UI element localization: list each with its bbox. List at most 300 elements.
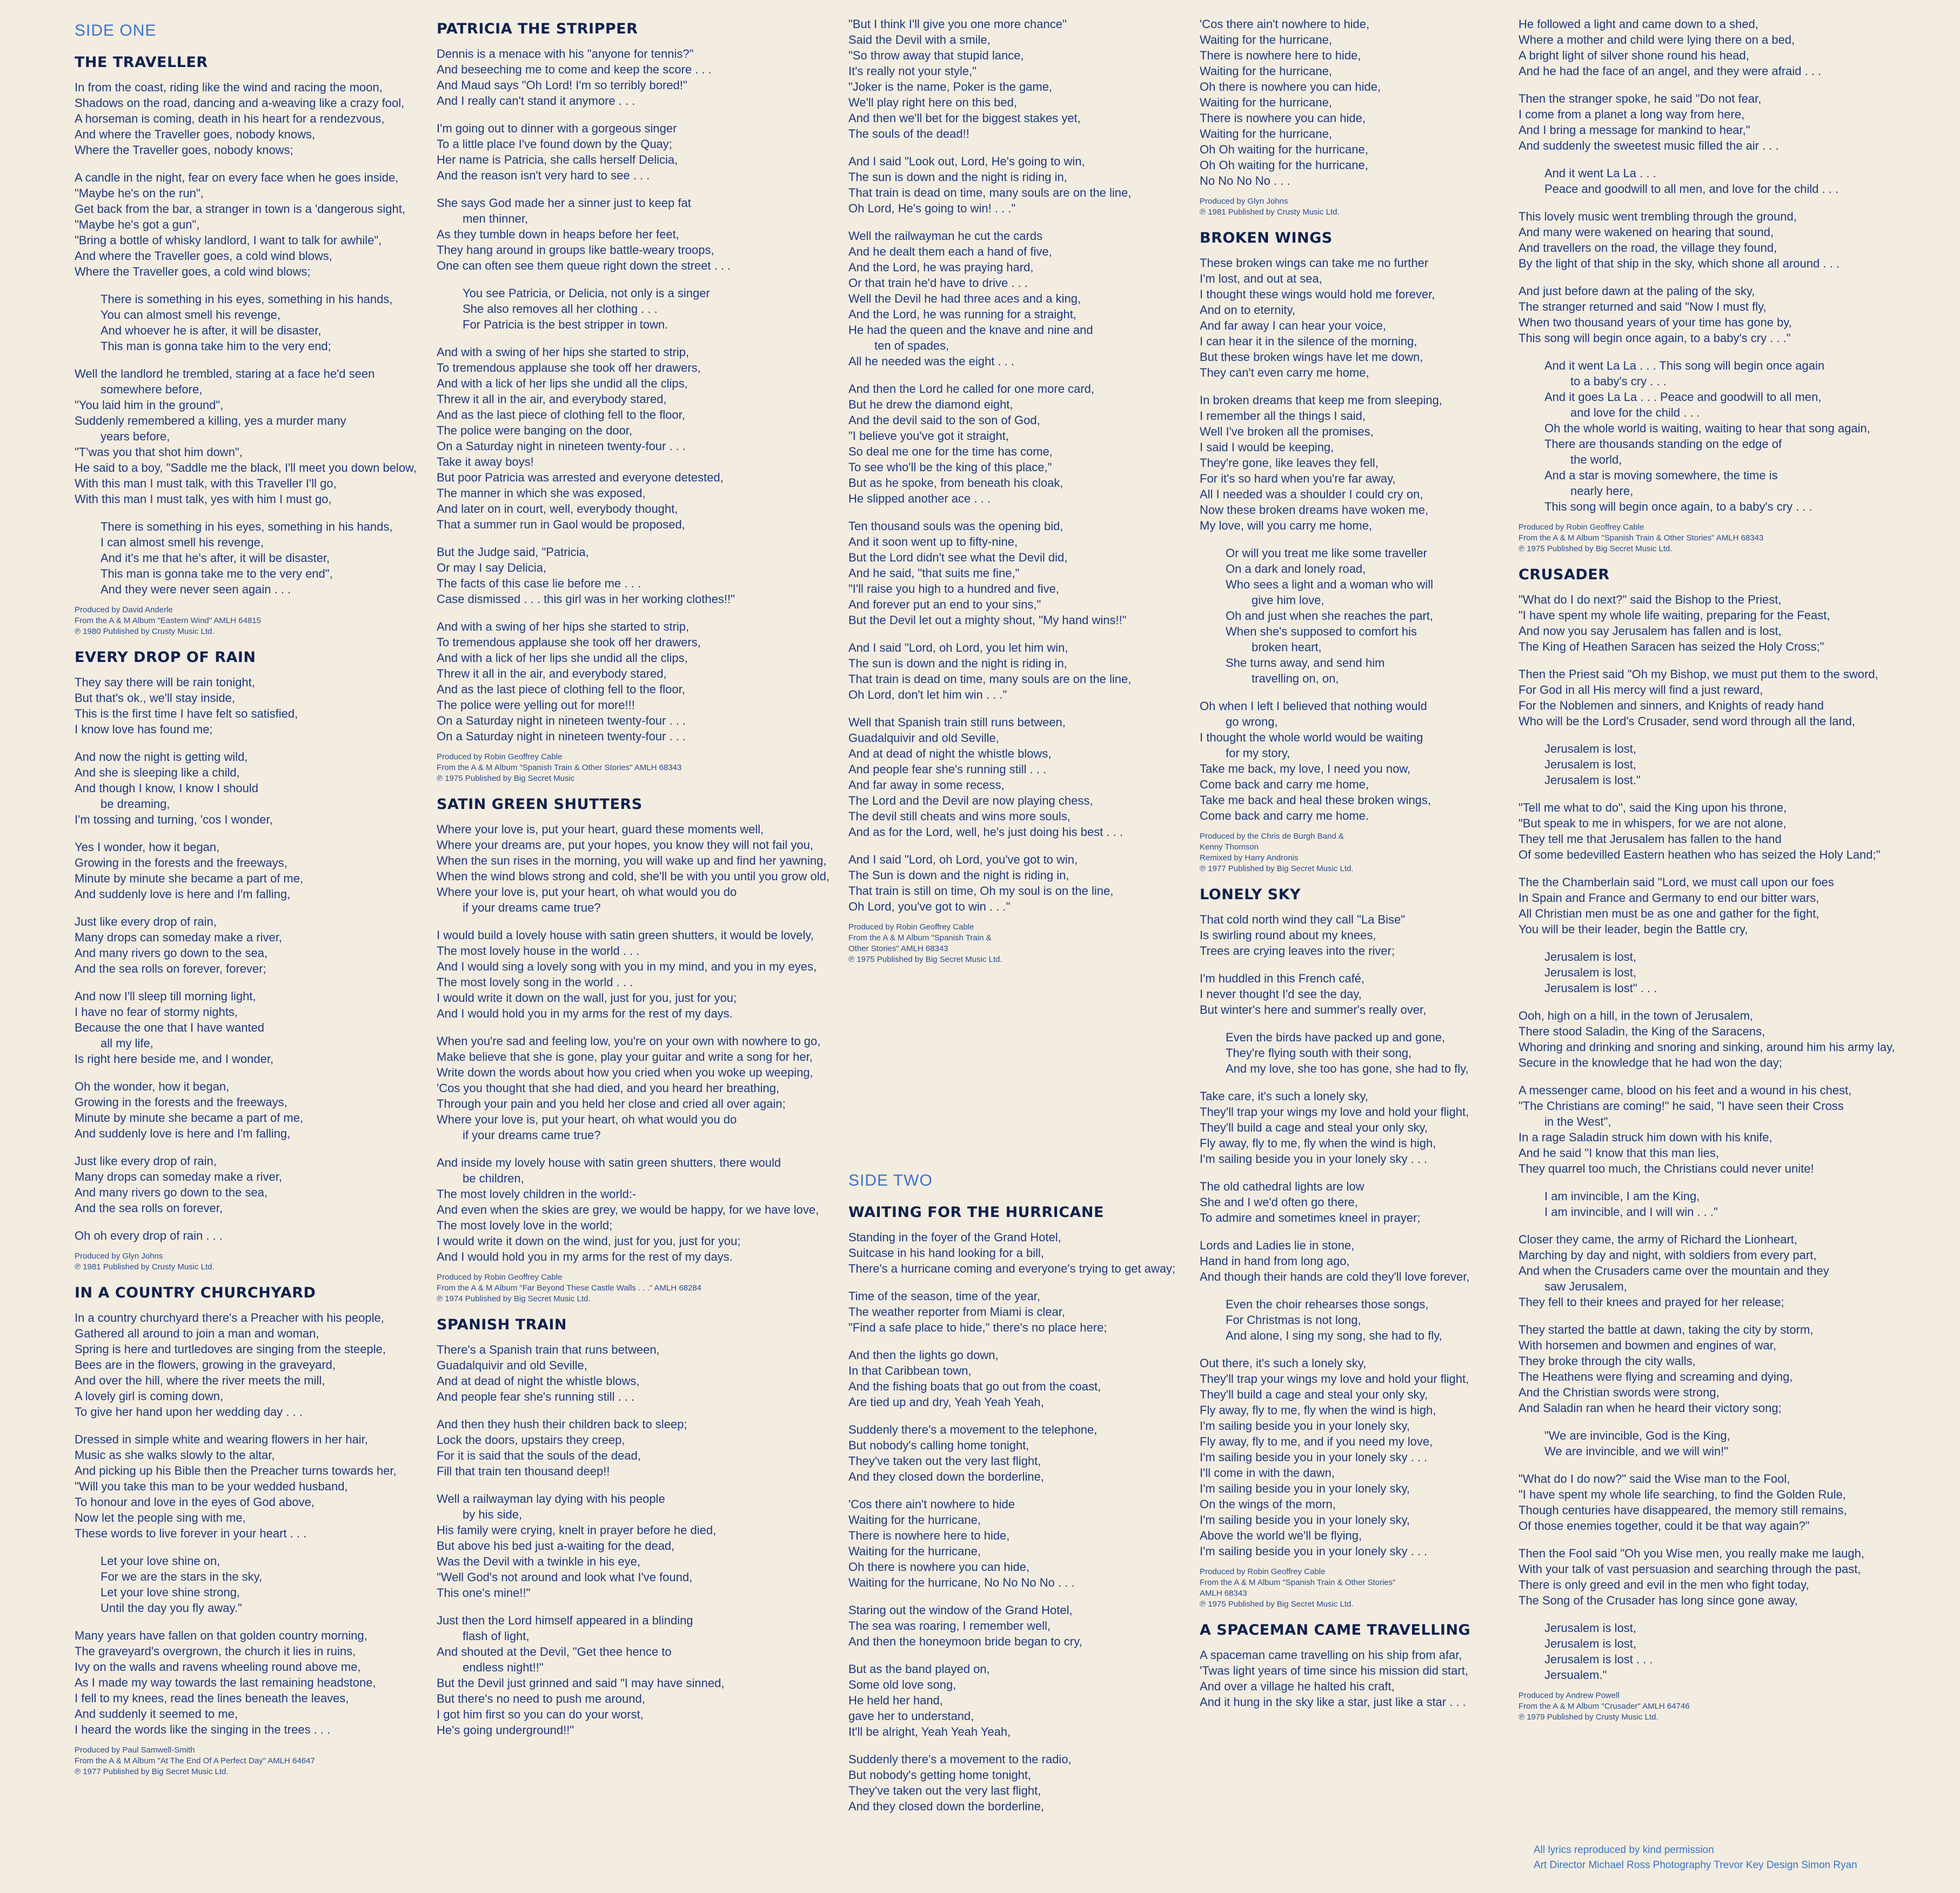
lyrics	[75, 1310, 447, 1737]
lyric-line: And with a swing of her hips she started to strip,	[437, 345, 690, 359]
lyric-line: By the light of that ship in the sky, which shone all around . . .	[1519, 257, 1839, 270]
lyric-line: I'm sailing beside you in your lonely sky,	[1200, 1513, 1410, 1527]
stanza-break	[848, 216, 1221, 228]
lyrics	[1200, 912, 1573, 1559]
stanza-break	[437, 109, 810, 121]
lyric-line: This lovely music went trembling through the ground,	[1519, 210, 1797, 223]
stanza-break	[1200, 1018, 1573, 1029]
lyric-line: And it went La La . . .	[1544, 166, 1656, 180]
lyric-line: The police were banging on the door,	[437, 424, 633, 437]
production-credit	[1200, 831, 1573, 874]
lyric-line: Standing in the foyer of the Grand Hotel,	[848, 1230, 1061, 1244]
lyric-line: Bees are in the flowers, growing in the graveyard,	[75, 1358, 336, 1372]
song-block	[437, 21, 810, 784]
lyric-line: My love, will you carry me home,	[1200, 519, 1373, 532]
lyric-line: "What do I do next?" said the Bishop to the Priest,	[1519, 593, 1782, 606]
lyric-line: Growing in the forests and the freeways,	[75, 856, 287, 869]
stanza-break	[437, 1143, 810, 1155]
lyric-line: And they closed down the borderline,	[848, 1800, 1045, 1813]
stanza-break	[1519, 1071, 1891, 1082]
lyric-line: saw Jerusalem,	[1544, 1280, 1627, 1293]
lyric-line: And then the honeymoon bride began to cry,	[848, 1635, 1082, 1648]
lyric-line: This one's mine!!"	[437, 1586, 531, 1600]
lyric-line: Just like every drop of rain,	[75, 1154, 217, 1168]
lyric-line: Minute by minute she became a part of me,	[75, 872, 304, 885]
lyric-line: Come back and carry me home,	[1200, 778, 1369, 791]
lyric-line: They'll build a cage and steal your only sky,	[1200, 1121, 1428, 1134]
lyric-line: Dressed in simple white and wearing flowers in her hair,	[75, 1433, 368, 1446]
stanza-break	[1519, 1416, 1891, 1428]
lyric-line: And where the Traveller goes, nobody knows,	[75, 128, 316, 141]
lyric-line: To tremendous applause she took off her drawers,	[437, 361, 701, 374]
lyric-line: With horsemen and bowmen and engines of war,	[1519, 1339, 1776, 1352]
lyric-line: Jerusalem is lost . . .	[1544, 1653, 1653, 1666]
lyric-line: Where the Traveller goes, a cold wind blows;	[75, 265, 311, 278]
lyric-line: And at dead of night the whistle blows,	[848, 747, 1052, 760]
lyric-line: To a little place I've found down by the Quay;	[437, 137, 672, 151]
lyric-line: It'll be alright, Yeah Yeah Yeah,	[848, 1725, 1011, 1738]
lyric-line: "But speak to me in whispers, for we are not alone,	[1519, 817, 1787, 830]
lyric-line: They've taken out the very last flight,	[848, 1454, 1041, 1468]
lyric-line: Waiting for the hurricane, No No No No . . .	[848, 1576, 1075, 1589]
production-credit	[848, 922, 1221, 965]
lyric-line: Where a mother and child were lying there on a bed,	[1519, 33, 1795, 46]
production-credit	[75, 605, 447, 637]
stanza-break	[75, 737, 447, 749]
lyric-line: And the Christian swords were strong,	[1519, 1386, 1720, 1399]
lyric-line: flash of light,	[463, 1629, 530, 1643]
lyric-line: Closer they came, the army of Richard the Lionheart,	[1519, 1233, 1798, 1246]
lyrics	[1519, 16, 1891, 514]
lyric-line: And people fear she's running still . . .	[848, 762, 1047, 776]
stanza-break	[1519, 937, 1891, 949]
lyric-line: Shadows on the road, dancing and a-weaving like a crazy fool,	[75, 96, 405, 110]
permission-note: All lyrics reproduced by kind permission	[1534, 1844, 1714, 1856]
lyric-line: And the reason isn't very hard to see . . .	[437, 169, 650, 182]
stanza-break	[1200, 1226, 1573, 1238]
credit-line: Produced by Andrew Powell	[1519, 1691, 1620, 1700]
lyric-line: Time of the season, time of the year,	[848, 1289, 1041, 1303]
credit-line: From the A & M Album "Spanish Train &	[848, 933, 992, 942]
lyric-line: They'll trap your wings my love and hold your flight,	[1200, 1372, 1469, 1386]
lyric-line: And the sea rolls on forever, forever;	[75, 962, 266, 975]
lyric-line: He said to a boy, "Saddle me the black, I'll meet you down below,	[75, 461, 417, 474]
lyric-line: Gathered all around to join a man and woman,	[75, 1327, 319, 1340]
lyric-line: Oh there is nowhere you can hide,	[1200, 80, 1381, 93]
lyric-line: Where your dreams are, put your hopes, you know they will not fail you,	[437, 838, 814, 852]
lyric-line: Jerusalem is lost,	[1544, 1637, 1636, 1650]
stanza-break	[848, 506, 1221, 518]
lyric-line: "Maybe he's on the run",	[75, 186, 204, 200]
lyric-line: You will be their leader, begin the Battle cry,	[1519, 922, 1748, 936]
lyric-line: And even when the skies are grey, we would be happy, for we have love,	[437, 1203, 819, 1216]
lyric-line: All I needed was a shoulder I could cry on,	[1200, 487, 1423, 501]
lyric-line: I remember all the things I said,	[1200, 409, 1366, 423]
stanza-break	[1519, 79, 1891, 91]
column-3	[848, 16, 1221, 1826]
lyric-line: There is nowhere here to hide,	[1200, 49, 1361, 62]
lyric-line: men thinner,	[463, 212, 529, 225]
stanza-break	[848, 1649, 1221, 1661]
lyric-line: I'm tossing and turning, 'cos I wonder,	[75, 813, 273, 826]
lyric-line: the world,	[1570, 453, 1622, 466]
lyric-line: Of those enemies together, could it be that way again?"	[1519, 1519, 1810, 1533]
lyric-line: A lovely girl is coming down,	[75, 1389, 224, 1403]
lyric-line: Guadalquivir and old Seville,	[437, 1359, 587, 1372]
lyric-line: all my life,	[101, 1036, 153, 1050]
lyric-line: I'm sailing beside you in your lonely sky . . .	[1200, 1152, 1428, 1166]
lyric-line: I thought these wings would hold me forever,	[1200, 287, 1435, 301]
lyric-line: And where the Traveller goes, a cold wind blows,	[75, 249, 332, 263]
lyric-line: And though I know, I know I should	[75, 781, 259, 795]
lyric-line: Get back from the bar, a stranger in town is a 'dangerous sight,	[75, 202, 405, 216]
lyric-line: I know love has found me;	[75, 723, 213, 736]
lyric-line: There is something in his eyes, something in his hands,	[101, 520, 393, 533]
lyric-line: Growing in the forests and the freeways,	[75, 1095, 287, 1109]
lyric-line: Now these broken dreams have woken me,	[1200, 503, 1429, 517]
lyrics	[1200, 16, 1573, 189]
lyric-line: These words to live forever in your heart . . .	[75, 1527, 307, 1540]
lyric-line: I thought the whole world would be waiting	[1200, 731, 1423, 744]
lyric-line: And beseeching me to come and keep the score . . .	[437, 63, 712, 76]
lyrics	[75, 674, 447, 1243]
lyric-line: somewhere before,	[101, 383, 203, 396]
lyric-line: Above the world we'll be flying,	[1200, 1529, 1362, 1542]
lyric-line: There is nowhere you can hide,	[1200, 111, 1366, 125]
lyric-line: But the Devil let out a mighty shout, "My hand wins!!"	[848, 613, 1127, 627]
lyric-line: And a star is moving somewhere, the time is	[1544, 469, 1778, 482]
credit-line: Produced by Robin Geoffrey Cable	[1200, 1567, 1326, 1576]
lyric-line: Suddenly there's a movement to the telephone,	[848, 1423, 1098, 1436]
song-block	[848, 1204, 1221, 1814]
column-2	[437, 16, 830, 1750]
lyric-line: I fell to my knees, read the lines beneath the leaves,	[75, 1691, 349, 1705]
stanza-break	[437, 1479, 810, 1491]
lyric-line: Waiting for the hurricane,	[1200, 33, 1332, 46]
song-block	[1200, 886, 1573, 1610]
lyric-line: Suitcase in his hand looking for a bill,	[848, 1246, 1044, 1260]
lyric-line: The Heathens were flying and screaming and dying,	[1519, 1370, 1793, 1383]
lyric-line: Waiting for the hurricane,	[848, 1513, 981, 1527]
lyric-line: That train is still on time, Oh my soul is on the line,	[848, 884, 1114, 898]
lyric-line: When two thousand years of your time has gone by,	[1519, 316, 1792, 329]
lyric-line: travelling on, on,	[1252, 672, 1339, 685]
lyric-line: Many years have fallen on that golden country morning,	[75, 1629, 367, 1642]
stanza-break	[75, 1067, 447, 1079]
lyric-line: They hang around in groups like battle-weary troops,	[437, 243, 714, 257]
lyric-line: Well I've broken all the promises,	[1200, 425, 1374, 438]
lyric-line: Out there, it's such a lonely sky,	[1200, 1356, 1367, 1370]
lyric-line: They tell me that Jerusalem has fallen to the hand	[1519, 832, 1782, 846]
lyric-line: Is swirling round about my knees,	[1200, 928, 1376, 942]
lyric-line: "T'was you that shot him down",	[75, 445, 243, 459]
lyric-line: Ten thousand souls was the opening bid,	[848, 519, 1063, 533]
lyric-line: I'm lost, and out at sea,	[1200, 272, 1322, 285]
lyric-line: As they tumble down in heaps before her feet,	[437, 228, 679, 241]
lyric-line: "Joker is the name, Poker is the game,	[848, 80, 1053, 93]
lyric-line: The King of Heathen Saracen has seized the Holy Cross;"	[1519, 640, 1824, 653]
lyric-line: They quarrel too much, the Christians could never unite!	[1519, 1162, 1814, 1175]
lyric-line: Jerusalem is lost."	[1544, 773, 1641, 787]
stanza-break	[437, 332, 810, 344]
lyric-line: To honour and love in the eyes of God above,	[75, 1495, 315, 1509]
lyric-line: Who sees a light and a woman who will	[1226, 578, 1433, 591]
lyric-line: She says God made her a sinner just to keep fat	[437, 196, 691, 210]
song-title: PATRICIA THE STRIPPER	[437, 21, 638, 37]
lyric-line: So deal me one for the time has come,	[848, 445, 1053, 458]
production-credit	[437, 752, 810, 784]
lyric-line: Is right here beside me, and I wonder,	[75, 1052, 274, 1066]
lyric-line: Let your love shine strong,	[101, 1586, 240, 1599]
lyric-line: And inside my lovely house with satin green shutters, there would	[437, 1156, 781, 1169]
lyric-line: Waiting for the hurricane,	[1200, 96, 1332, 109]
lyric-line: I'll come in with the dawn,	[1200, 1466, 1335, 1480]
lyric-line: The Lord and the Devil are now playing chess,	[848, 794, 1093, 807]
lyric-line: Where your love is, put your heart, guard these moments well,	[437, 822, 764, 836]
lyric-line: "I have spent my whole life waiting, preparing for the Feast,	[1519, 608, 1830, 622]
production-credit	[1200, 196, 1573, 218]
lyrics	[437, 821, 830, 1265]
lyric-line: The police were yelling out for more!!!	[437, 698, 635, 712]
lyrics	[1200, 255, 1573, 824]
lyric-line: "The Christians are coming!" he said, "I have seen their Cross	[1519, 1099, 1844, 1113]
credit-line: ℗ 1975 Published by Big Secret Music	[437, 774, 575, 783]
lyric-line: And I really can't stand it anymore . . .	[437, 94, 636, 108]
lyric-line: Jerusalem is lost,	[1544, 758, 1636, 771]
lyric-line: Or may I say Delicia,	[437, 561, 546, 574]
lyric-line: This is the first time I have felt so satisfied,	[75, 707, 298, 720]
credit-line: Remixed by Harry Andronis	[1200, 853, 1299, 862]
stanza-break	[1519, 996, 1891, 1008]
lyric-line: The Song of the Crusader has long since gone away,	[1519, 1594, 1798, 1607]
stanza-break	[848, 369, 1221, 381]
lyric-line: in the West",	[1544, 1115, 1611, 1128]
lyric-line: But as he spoke, from beneath his cloak,	[848, 476, 1063, 490]
lyric-line: We are invincible, and we will win!"	[1544, 1444, 1728, 1458]
lyrics	[1200, 1647, 1573, 1710]
stanza-break	[437, 1404, 810, 1416]
stanza-break	[848, 840, 1221, 852]
lyrics	[848, 16, 1221, 914]
lyric-line: Waiting for the hurricane,	[848, 1544, 981, 1558]
song-block	[437, 796, 830, 1305]
lyric-line: Until the day you fly away."	[101, 1601, 242, 1615]
lyric-line: Where your love is, put your heart, oh what would you do	[437, 885, 737, 899]
lyric-line: And as for the Lord, well, he's just doing his best . . .	[848, 825, 1123, 839]
song-block	[75, 649, 447, 1273]
lyric-line: And far away I can hear your voice,	[1200, 319, 1386, 332]
stanza-break	[1519, 788, 1891, 800]
lyric-line: Fill that train ten thousand deep!!	[437, 1464, 610, 1478]
lyric-line: Who will be the Lord's Crusader, send word through all the land,	[1519, 714, 1855, 728]
stanza-break	[75, 279, 447, 291]
stanza-break	[848, 142, 1221, 153]
stanza-break	[848, 628, 1221, 640]
lyric-line: The devil still cheats and wins more souls,	[848, 810, 1071, 823]
lyric-line: I got him first so you can do your worst,	[437, 1708, 644, 1721]
stanza-break	[1519, 1534, 1891, 1546]
song-block	[1200, 1622, 1573, 1710]
lyric-line: Jersualem."	[1544, 1668, 1607, 1682]
lyric-line: And I would sing a lovely song with you in my mind, and you in my eyes,	[437, 960, 817, 973]
lyric-line: Though centuries have disappeared, the memory still remains,	[1519, 1503, 1847, 1517]
lyric-line: And over the hill, where the river meets the mill,	[75, 1374, 325, 1387]
stanza-break	[1519, 729, 1891, 741]
lyric-line: "You laid him in the ground",	[75, 398, 224, 412]
stanza-break	[1200, 686, 1573, 698]
lyric-line: The sea was roaring, I remember well,	[848, 1619, 1051, 1633]
lyric-line: And suddenly love is here and I'm falling,	[75, 887, 291, 901]
lyric-line: Of some bedevilled Eastern heathen who has seized the Holy Land;"	[1519, 848, 1881, 861]
lyric-line: For we are the stars in the sky,	[101, 1570, 263, 1583]
lyric-line: Come back and carry me home.	[1200, 809, 1369, 822]
lyric-line: Threw it all in the air, and everybody stared,	[437, 392, 667, 406]
stanza-break	[75, 827, 447, 839]
lyric-line: Well the Devil he had three aces and a king,	[848, 292, 1081, 305]
lyric-line: "Will you take this man to be your wedded husband,	[75, 1480, 348, 1493]
lyric-line: Hand in hand from long ago,	[1200, 1254, 1350, 1268]
lyric-line: But nobody's getting home tonight,	[848, 1768, 1032, 1782]
lyric-line: Through your pain and you held her close and cried all over again;	[437, 1097, 786, 1111]
lyric-line: nearly here,	[1570, 484, 1634, 498]
song-title: CRUSADER	[1519, 566, 1610, 583]
lyric-line: This man is gonna take him to the very end;	[101, 339, 331, 353]
lyric-line: And they were never seen again . . .	[101, 583, 291, 596]
credit-line: ℗ 1981 Published by Crusty Music Ltd.	[1200, 208, 1340, 217]
stanza-break	[75, 354, 447, 366]
lyric-line: His family were crying, knelt in prayer before he died,	[437, 1523, 717, 1537]
lyric-line: And he dealt them each a hand of five,	[848, 245, 1052, 258]
lyric-line: broken heart,	[1252, 640, 1322, 654]
lyric-line: "Maybe he's got a gun",	[75, 218, 200, 231]
lyric-line: But the Judge said, "Patricia,	[437, 545, 589, 559]
song-title: THE TRAVELLER	[75, 54, 208, 71]
lyric-line: Oh Lord, don't let him win . . ."	[848, 688, 1007, 701]
lyric-line: Threw it all in the air, and everybody stared,	[437, 667, 667, 680]
lyric-line: "We are invincible, God is the King,	[1544, 1429, 1730, 1442]
lyric-line: And the Lord, he was praying hard,	[848, 260, 1034, 274]
lyric-line: I'm sailing beside you in your lonely sky,	[1200, 1482, 1410, 1495]
stanza-break	[75, 1141, 447, 1153]
lyric-line: And travellers on the road, the village they found,	[1519, 241, 1777, 255]
stanza-break	[1200, 380, 1573, 392]
lyric-line: And it hung in the sky like a star, just like a star . . .	[1200, 1695, 1466, 1709]
lyric-line: There are thousands standing on the edge of	[1544, 437, 1782, 451]
lyric-line: Fly away, fly to me, fly when the wind is high,	[1200, 1136, 1436, 1150]
stanza-break	[437, 607, 810, 619]
lyric-line: And the devil said to the son of God,	[848, 413, 1040, 427]
lyric-line: It's really not your style,"	[848, 64, 976, 78]
stanza-break	[1519, 654, 1891, 666]
lyric-line: Was the Devil with a twinkle in his eye,	[437, 1555, 640, 1568]
lyric-line: For the Noblemen and sinners, and Knights of ready hand	[1519, 699, 1824, 712]
lyrics	[437, 46, 810, 744]
lyric-line: for my story,	[1226, 746, 1290, 760]
lyric-line: Where your love is, put your heart, oh what would you do	[437, 1113, 737, 1126]
lyric-line: Take me back, my love, I need you now,	[1200, 762, 1411, 775]
lyric-line: On a Saturday night in nineteen twenty-four . . .	[437, 439, 686, 453]
lyric-line: be dreaming,	[101, 797, 170, 811]
credit-line: ℗ 1974 Published by Big Secret Music Ltd.	[437, 1294, 591, 1303]
lyric-line: Then the Fool said "Oh you Wise men, you really make me laugh,	[1519, 1547, 1864, 1560]
lyric-line: Oh oh every drop of rain . . .	[75, 1229, 223, 1242]
lyric-line: "I'll raise you high to a hundred and five,	[848, 582, 1059, 596]
production-credit	[75, 1745, 447, 1777]
lyric-line: For Patricia is the best stripper in town.	[463, 318, 668, 331]
lyric-line: go wrong,	[1226, 715, 1278, 728]
stanza-break	[848, 1740, 1221, 1751]
lyric-line: The sun is down and the night is riding in,	[848, 657, 1067, 670]
lyric-line: All Christian men must be as one and gather for the fight,	[1519, 907, 1819, 920]
lyric-line: One can often see them queue right down the street . . .	[437, 259, 731, 272]
lyric-line: But poor Patricia was arrested and everyone detested,	[437, 471, 724, 484]
lyric-line: Jerusalem is lost,	[1544, 742, 1636, 755]
lyric-line: "So throw away that stupid lance,	[848, 49, 1024, 62]
stanza-break	[1519, 862, 1891, 874]
lyric-line: And shouted at the Devil, "Get thee hence to	[437, 1645, 672, 1658]
lyric-line: Jerusalem is lost,	[1544, 1621, 1636, 1635]
lyric-line: And as the last piece of clothing fell to the floor,	[437, 683, 685, 696]
lyric-line: There is nowhere here to hide,	[848, 1529, 1010, 1542]
lyric-line: And on to eternity,	[1200, 303, 1295, 317]
credit-line: Produced by Robin Geoffrey Cable	[437, 752, 563, 761]
lyric-line: There's a hurricane coming and everyone's trying to get away;	[848, 1262, 1176, 1275]
lyric-line: And then the Lord he called for one more card,	[848, 382, 1094, 396]
lyric-line: There stood Saladin, the King of the Saracens,	[1519, 1025, 1765, 1038]
lyric-line: endless night!!"	[463, 1661, 544, 1674]
lyric-line: Her name is Patricia, she calls herself Delicia,	[437, 153, 678, 166]
lyric-line: I come from a planet a long way from here,	[1519, 108, 1745, 121]
production-credit	[1519, 522, 1891, 554]
lyric-line: Well the railwayman he cut the cards	[848, 229, 1043, 243]
stanza-break	[848, 703, 1221, 714]
lyric-line: They can't even carry me home,	[1200, 366, 1369, 379]
column-5	[1519, 16, 1895, 1735]
stanza-break	[1200, 1343, 1573, 1355]
stanza-break	[75, 1541, 447, 1553]
lyric-line: Minute by minute she became a part of me,	[75, 1111, 304, 1125]
lyric-line: Oh Lord, He's going to win! . . ."	[848, 202, 1016, 215]
lyric-line: And picking up his Bible then the Preacher turns towards her,	[75, 1464, 397, 1477]
song-title: SATIN GREEN SHUTTERS	[437, 796, 643, 813]
lyric-line: Some old love song,	[848, 1678, 956, 1691]
lyric-line: Said the Devil with a smile,	[848, 33, 991, 46]
credit-line: From the A & M Album "At The End Of A Perfect Day" AMLH 64647	[75, 1756, 315, 1765]
lyric-line: Jerusalem is lost" . . .	[1544, 981, 1657, 995]
side-label: SIDE ONE	[75, 22, 157, 39]
lyric-line: Then the Priest said "Oh my Bishop, we must put them to the sword,	[1519, 667, 1878, 681]
lyric-line: And they closed down the borderline,	[848, 1470, 1045, 1483]
credit-line: Produced by Paul Samwell-Smith	[75, 1745, 195, 1755]
credit-line: Produced by Robin Geoffrey Cable	[437, 1273, 563, 1282]
lyric-line: give him love,	[1252, 593, 1324, 607]
stanza-break	[1519, 271, 1891, 283]
lyric-line: And she is sleeping like a child,	[75, 766, 240, 779]
lyric-line: That train is dead on time, many souls are on the line,	[848, 672, 1132, 686]
stanza-break	[1519, 1220, 1891, 1232]
lyric-line: There's a Spanish train that runs between,	[437, 1343, 660, 1356]
stanza-break	[1200, 959, 1573, 971]
lyric-line: I would build a lovely house with satin green shutters, it would be lovely,	[437, 928, 814, 942]
lyric-line: A messenger came, blood on his feet and a wound in his chest,	[1519, 1083, 1852, 1097]
lyric-line: But that's ok., we'll stay inside,	[75, 691, 235, 705]
credit-line: Produced by David Anderle	[75, 605, 173, 614]
lyrics	[437, 1342, 810, 1738]
lyric-line: be children,	[463, 1172, 524, 1185]
lyric-line: No No No No . . .	[1200, 174, 1290, 188]
lyric-line: They fell to their knees and prayed for her release;	[1519, 1295, 1784, 1309]
column-spacer	[848, 977, 1221, 1166]
